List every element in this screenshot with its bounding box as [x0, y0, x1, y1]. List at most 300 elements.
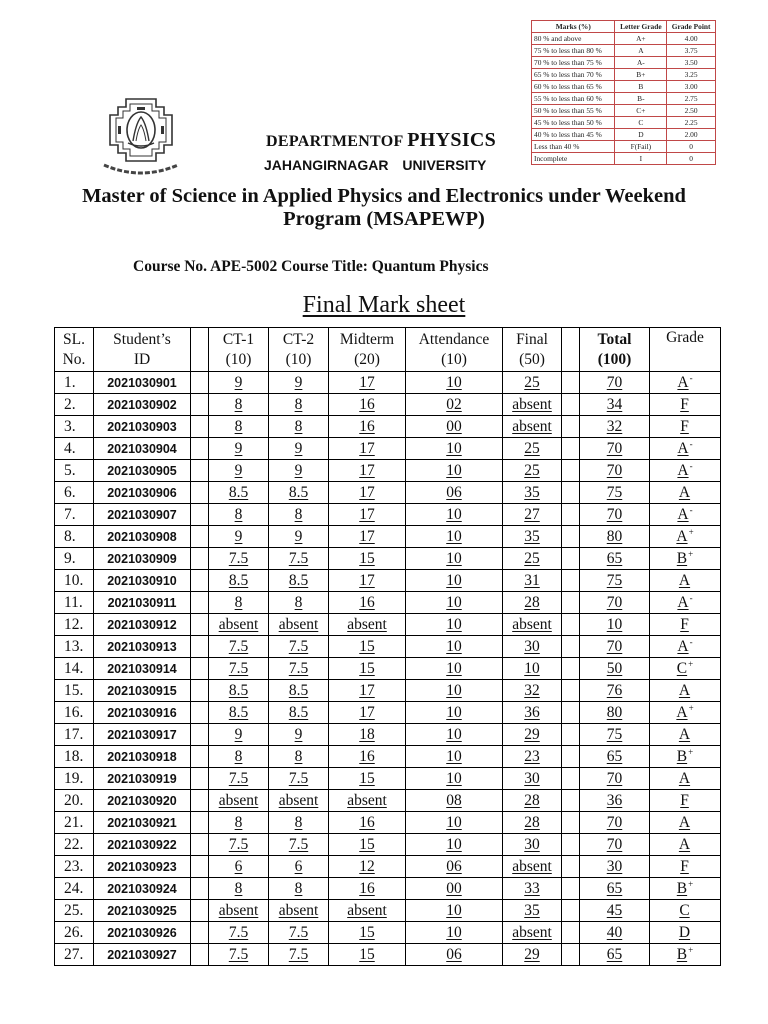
ct2-value: 8	[294, 395, 303, 413]
spacer-cell	[191, 702, 209, 724]
midterm-cell	[329, 922, 406, 944]
final-cell	[503, 658, 562, 680]
total-cell	[580, 592, 650, 614]
ct1-value: 9	[234, 527, 243, 545]
ct2-value: 6	[294, 857, 303, 875]
total-cell	[580, 636, 650, 658]
spacer-cell	[191, 372, 209, 394]
ct1-cell	[209, 724, 269, 746]
final-value: 28	[524, 791, 540, 809]
grade-value: A	[678, 483, 691, 501]
ct1-value: 9	[234, 439, 243, 457]
attendance-value: 10	[446, 923, 462, 941]
ct1-cell	[209, 416, 269, 438]
attendance-value: 10	[446, 659, 462, 677]
spacer-cell	[562, 548, 580, 570]
grade-cell	[650, 680, 721, 702]
ct1-cell	[209, 504, 269, 526]
attendance-cell	[406, 746, 503, 768]
spacer-cell	[562, 614, 580, 636]
grade-scale-marks-range: 75 % to less than 80 %	[532, 45, 615, 57]
total-cell	[580, 790, 650, 812]
midterm-value: 16	[359, 879, 375, 897]
final-value: 25	[524, 461, 540, 479]
university-name: JAHANGIRNAGAR UNIVERSITY	[264, 157, 487, 173]
student-id-cell: 2021030909	[94, 548, 191, 570]
ct2-cell	[269, 878, 329, 900]
total-cell	[580, 768, 650, 790]
grade-value: A	[678, 813, 691, 831]
grade-modifier: +	[688, 658, 694, 669]
grade-scale-row	[532, 105, 716, 117]
total-cell	[580, 746, 650, 768]
grade-scale-letter: B+	[615, 69, 667, 81]
spacer-cell	[562, 812, 580, 834]
ct1-cell	[209, 482, 269, 504]
student-id-cell: 2021030912	[94, 614, 191, 636]
ct1-value: 7.5	[228, 549, 249, 567]
spacer-cell	[191, 416, 209, 438]
ct1-cell	[209, 680, 269, 702]
total-value: 70	[606, 373, 623, 391]
ct1-value: 6	[234, 857, 243, 875]
grade-scale-header-point: Grade Point	[667, 21, 716, 33]
ct1-value: absent	[218, 791, 259, 809]
total-value: 45	[606, 901, 623, 919]
sl-cell: 20.	[55, 790, 94, 812]
final-value: 31	[524, 571, 540, 589]
midterm-cell	[329, 526, 406, 548]
ct1-cell	[209, 702, 269, 724]
attendance-value: 10	[446, 461, 462, 479]
ct1-cell	[209, 548, 269, 570]
department-subject: PHYSICS	[407, 129, 497, 151]
final-value: 29	[524, 945, 540, 963]
midterm-value: 17	[359, 461, 375, 479]
final-cell	[503, 680, 562, 702]
final-value: 35	[524, 483, 540, 501]
final-value: 10	[524, 659, 540, 677]
table-row	[55, 504, 721, 526]
grade-scale-marks-range: 60 % to less than 65 %	[532, 81, 615, 93]
midterm-cell	[329, 878, 406, 900]
midterm-value: 16	[359, 593, 375, 611]
ct2-value: 7.5	[288, 945, 309, 963]
attendance-value: 02	[446, 395, 462, 413]
grade-modifier: +	[688, 548, 694, 559]
total-value: 70	[606, 461, 623, 479]
grade-value: F	[680, 417, 689, 435]
student-id-cell: 2021030915	[94, 680, 191, 702]
total-value: 80	[606, 703, 623, 721]
table-row	[55, 482, 721, 504]
spacer-cell	[562, 768, 580, 790]
midterm-cell	[329, 944, 406, 966]
final-cell	[503, 900, 562, 922]
grade-value: A	[678, 571, 691, 589]
ct2-cell	[269, 636, 329, 658]
spacer-cell	[191, 636, 209, 658]
final-value: 25	[524, 373, 540, 391]
final-cell	[503, 812, 562, 834]
grade-scale-marks-range: 80 % and above	[532, 33, 615, 45]
total-cell	[580, 658, 650, 680]
spacer-cell	[562, 922, 580, 944]
table-row	[55, 812, 721, 834]
grade-scale-marks-range: 40 % to less than 45 %	[532, 129, 615, 141]
table-row	[55, 614, 721, 636]
final-cell	[503, 790, 562, 812]
grade-scale-letter: B	[615, 81, 667, 93]
student-id-cell: 2021030920	[94, 790, 191, 812]
attendance-cell	[406, 504, 503, 526]
marks-table	[54, 327, 721, 966]
grade-modifier: -	[689, 504, 693, 515]
table-row	[55, 768, 721, 790]
final-cell	[503, 856, 562, 878]
grade-cell	[650, 372, 721, 394]
grade-value: F	[680, 615, 689, 633]
sl-cell: 1.	[55, 372, 94, 394]
total-value: 70	[606, 813, 623, 831]
department-prefix: DEPARTMENTOF	[266, 133, 403, 150]
total-value: 70	[606, 505, 623, 523]
attendance-cell	[406, 482, 503, 504]
midterm-value: 16	[359, 417, 375, 435]
student-id-cell: 2021030903	[94, 416, 191, 438]
final-cell	[503, 614, 562, 636]
ct2-value: 7.5	[288, 923, 309, 941]
ct1-value: 7.5	[228, 835, 249, 853]
table-row	[55, 460, 721, 482]
ct2-value: 8.5	[288, 681, 309, 699]
ct1-value: 8	[234, 879, 243, 897]
ct2-value: 8.5	[288, 571, 309, 589]
student-id-cell: 2021030919	[94, 768, 191, 790]
final-cell	[503, 526, 562, 548]
midterm-cell	[329, 724, 406, 746]
student-id-cell: 2021030926	[94, 922, 191, 944]
attendance-cell	[406, 790, 503, 812]
ct2-cell	[269, 504, 329, 526]
midterm-cell	[329, 482, 406, 504]
table-row	[55, 526, 721, 548]
attendance-cell	[406, 922, 503, 944]
grade-scale-letter: D	[615, 129, 667, 141]
sl-cell: 25.	[55, 900, 94, 922]
table-row	[55, 416, 721, 438]
grade-modifier: +	[688, 878, 694, 889]
final-cell	[503, 394, 562, 416]
grade-value: F	[680, 857, 689, 875]
total-value: 75	[606, 725, 623, 743]
attendance-cell	[406, 636, 503, 658]
sl-cell: 8.	[55, 526, 94, 548]
student-id-cell: 2021030902	[94, 394, 191, 416]
attendance-value: 10	[446, 373, 462, 391]
grade-cell	[650, 856, 721, 878]
attendance-cell	[406, 394, 503, 416]
ct2-cell	[269, 460, 329, 482]
ct2-cell	[269, 746, 329, 768]
midterm-value: 15	[359, 659, 375, 677]
final-cell	[503, 548, 562, 570]
grade-cell	[650, 438, 721, 460]
grade-cell	[650, 504, 721, 526]
midterm-value: 15	[359, 835, 375, 853]
attendance-cell	[406, 812, 503, 834]
total-cell	[580, 834, 650, 856]
ct2-cell	[269, 592, 329, 614]
table-row	[55, 702, 721, 724]
table-row	[55, 878, 721, 900]
grade-scale-letter: A-	[615, 57, 667, 69]
total-cell	[580, 614, 650, 636]
ct1-value: 8.5	[228, 703, 249, 721]
ct1-cell	[209, 746, 269, 768]
grade-value: A	[677, 439, 689, 457]
ct2-value: 7.5	[288, 835, 309, 853]
student-id-cell: 2021030901	[94, 372, 191, 394]
total-value: 75	[606, 571, 623, 589]
total-cell	[580, 372, 650, 394]
final-cell	[503, 944, 562, 966]
spacer-cell	[562, 570, 580, 592]
final-value: 23	[524, 747, 540, 765]
sl-cell: 26.	[55, 922, 94, 944]
attendance-cell	[406, 460, 503, 482]
grade-value: F	[680, 791, 689, 809]
ct2-cell	[269, 416, 329, 438]
attendance-value: 10	[446, 901, 462, 919]
midterm-cell	[329, 438, 406, 460]
sheet-title: Final Mark sheet	[302, 292, 466, 318]
grade-cell	[650, 768, 721, 790]
midterm-cell	[329, 592, 406, 614]
midterm-value: 15	[359, 945, 375, 963]
midterm-cell	[329, 658, 406, 680]
final-cell	[503, 636, 562, 658]
midterm-value: 16	[359, 395, 375, 413]
midterm-cell	[329, 790, 406, 812]
grade-scale-row	[532, 141, 716, 153]
grade-cell	[650, 460, 721, 482]
grade-cell	[650, 658, 721, 680]
grade-cell	[650, 614, 721, 636]
attendance-value: 10	[446, 615, 462, 633]
spacer-cell	[562, 636, 580, 658]
spacer-cell	[191, 856, 209, 878]
student-id-cell: 2021030913	[94, 636, 191, 658]
spacer-cell	[191, 548, 209, 570]
sl-cell: 9.	[55, 548, 94, 570]
midterm-cell	[329, 372, 406, 394]
ct1-value: 8.5	[228, 571, 249, 589]
grade-scale-row	[532, 33, 716, 45]
col-header-spacer	[562, 328, 580, 372]
ct1-cell	[209, 460, 269, 482]
col-header-spacer	[191, 328, 209, 372]
attendance-value: 10	[446, 747, 462, 765]
grade-scale-point: 3.50	[667, 57, 716, 69]
ct1-value: 7.5	[228, 637, 249, 655]
midterm-value: 15	[359, 637, 375, 655]
ct2-value: 8.5	[288, 483, 309, 501]
final-cell	[503, 768, 562, 790]
ct1-cell	[209, 856, 269, 878]
grade-value: B	[676, 747, 688, 765]
grade-value: A	[677, 373, 689, 391]
ct2-value: 7.5	[288, 549, 309, 567]
col-header-grade: Grade	[650, 328, 721, 372]
attendance-value: 06	[446, 945, 462, 963]
sl-cell: 23.	[55, 856, 94, 878]
attendance-value: 00	[446, 879, 462, 897]
ct1-cell	[209, 592, 269, 614]
ct2-value: 9	[294, 439, 303, 457]
grade-scale-row	[532, 69, 716, 81]
grade-value: D	[678, 923, 691, 941]
grade-scale-marks-range: 45 % to less than 50 %	[532, 117, 615, 129]
grade-scale-letter: F(Fail)	[615, 141, 667, 153]
midterm-value: 17	[359, 373, 375, 391]
spacer-cell	[562, 702, 580, 724]
attendance-cell	[406, 768, 503, 790]
ct2-cell	[269, 702, 329, 724]
attendance-value: 10	[446, 505, 462, 523]
spacer-cell	[562, 790, 580, 812]
spacer-cell	[562, 900, 580, 922]
university-logo	[98, 93, 184, 179]
student-id-cell: 2021030916	[94, 702, 191, 724]
midterm-value: 12	[359, 857, 375, 875]
student-id-cell: 2021030923	[94, 856, 191, 878]
total-cell	[580, 900, 650, 922]
ct2-value: 8	[294, 879, 303, 897]
student-id-cell: 2021030914	[94, 658, 191, 680]
grade-scale-marks-range: 50 % to less than 55 %	[532, 105, 615, 117]
spacer-cell	[562, 856, 580, 878]
ct2-value: 9	[294, 725, 303, 743]
grade-scale-point: 0	[667, 141, 716, 153]
final-value: 33	[524, 879, 540, 897]
midterm-cell	[329, 570, 406, 592]
attendance-value: 06	[446, 857, 462, 875]
ct1-value: 9	[234, 373, 243, 391]
ct1-value: 8.5	[228, 483, 249, 501]
col-header-final: Final (50)	[503, 328, 562, 372]
midterm-value: 15	[359, 549, 375, 567]
grade-scale-row	[532, 81, 716, 93]
table-row	[55, 746, 721, 768]
midterm-cell	[329, 460, 406, 482]
ct2-cell	[269, 482, 329, 504]
total-value: 76	[606, 681, 623, 699]
grade-scale-letter: A+	[615, 33, 667, 45]
final-value: 29	[524, 725, 540, 743]
grade-value: A	[677, 505, 689, 523]
col-header-student-id: Student’s ID	[94, 328, 191, 372]
midterm-cell	[329, 834, 406, 856]
ct2-cell	[269, 724, 329, 746]
sl-cell: 2.	[55, 394, 94, 416]
grade-scale-marks-range: Less than 40 %	[532, 141, 615, 153]
spacer-cell	[562, 394, 580, 416]
total-value: 65	[606, 945, 623, 963]
grade-scale-row	[532, 57, 716, 69]
final-cell	[503, 922, 562, 944]
attendance-value: 10	[446, 593, 462, 611]
final-cell	[503, 702, 562, 724]
total-value: 32	[606, 417, 623, 435]
ct1-cell	[209, 790, 269, 812]
midterm-cell	[329, 680, 406, 702]
grade-scale-row	[532, 45, 716, 57]
grade-scale-point: 2.25	[667, 117, 716, 129]
col-header-ct2: CT-2 (10)	[269, 328, 329, 372]
ct1-value: 7.5	[228, 945, 249, 963]
student-id-cell: 2021030922	[94, 834, 191, 856]
ct1-cell	[209, 834, 269, 856]
grade-value: A	[677, 593, 689, 611]
ct2-cell	[269, 680, 329, 702]
ct1-value: 7.5	[228, 659, 249, 677]
midterm-value: 17	[359, 483, 375, 501]
ct2-cell	[269, 438, 329, 460]
grade-value: A	[676, 527, 688, 545]
spacer-cell	[191, 570, 209, 592]
total-cell	[580, 526, 650, 548]
grade-cell	[650, 526, 721, 548]
grade-cell	[650, 834, 721, 856]
spacer-cell	[562, 438, 580, 460]
spacer-cell	[562, 504, 580, 526]
grade-cell	[650, 548, 721, 570]
student-id-cell: 2021030904	[94, 438, 191, 460]
grade-scale-letter: C	[615, 117, 667, 129]
final-value: absent	[512, 417, 552, 435]
final-cell	[503, 504, 562, 526]
grade-scale-point: 3.25	[667, 69, 716, 81]
grade-cell	[650, 746, 721, 768]
student-id-cell: 2021030911	[94, 592, 191, 614]
total-cell	[580, 460, 650, 482]
spacer-cell	[562, 460, 580, 482]
midterm-value: absent	[347, 901, 387, 919]
grade-scale-letter: A	[615, 45, 667, 57]
grade-value: B	[676, 549, 688, 567]
ct1-value: 8.5	[228, 681, 249, 699]
total-value: 70	[606, 637, 623, 655]
attendance-cell	[406, 834, 503, 856]
ct2-cell	[269, 548, 329, 570]
ct2-cell	[269, 944, 329, 966]
attendance-cell	[406, 592, 503, 614]
grade-modifier: +	[688, 746, 694, 757]
attendance-cell	[406, 570, 503, 592]
ct1-cell	[209, 394, 269, 416]
grade-scale-row	[532, 129, 716, 141]
ct2-value: 8	[294, 505, 303, 523]
spacer-cell	[562, 592, 580, 614]
ct2-cell	[269, 614, 329, 636]
grade-modifier: +	[688, 526, 694, 537]
grade-value: A	[677, 461, 689, 479]
ct1-cell	[209, 900, 269, 922]
sl-cell: 6.	[55, 482, 94, 504]
total-value: 70	[606, 439, 623, 457]
attendance-cell	[406, 372, 503, 394]
